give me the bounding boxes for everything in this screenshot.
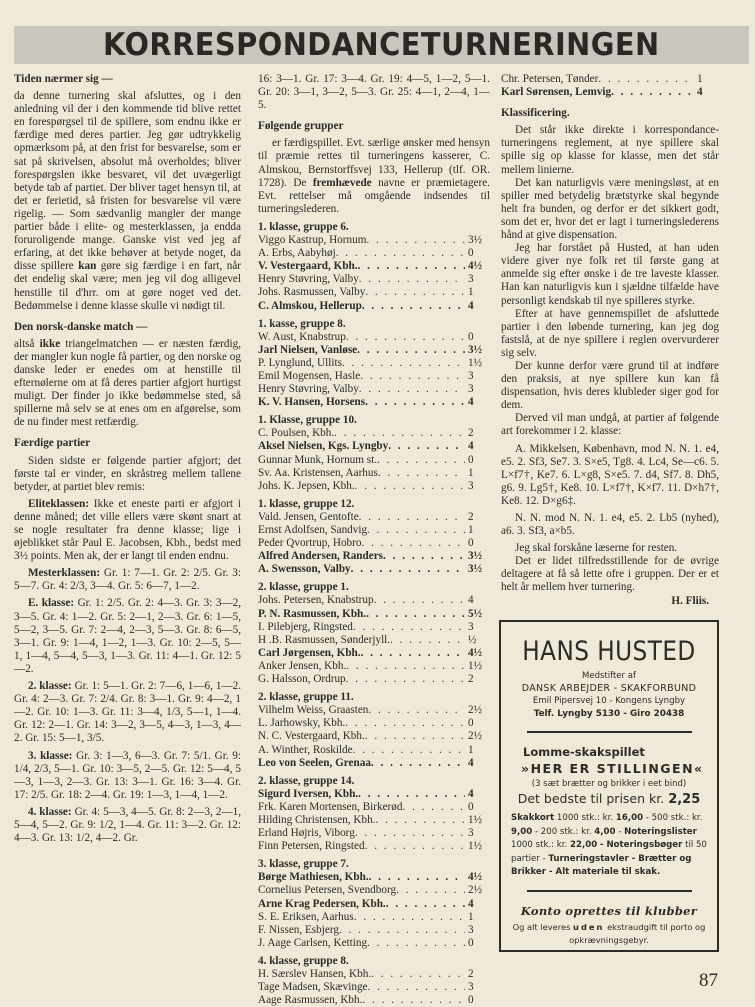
player-score: 2 xyxy=(468,510,474,523)
paragraph: Jeg har forstået på Husted, at han uden videre giver nye folk ret til første gang at anmelde sig efter ønske i de tre laveste klasser. Han kan naturligvis kun i sjældne tilfælde have personligt kendskab til nye spilleres styrke. xyxy=(501,242,719,307)
ad-brand: HANS HUSTED xyxy=(522,636,696,667)
group-title: 1. kasse, gruppe 8. xyxy=(258,317,346,330)
paragraph: Siden sidste er følgende partier afgjort; det første tal er vinder, en skråstreg mellem tallene betyder, at partiet blev remis: xyxy=(14,454,241,493)
player-score: 2 xyxy=(468,673,474,686)
game-notation-1: A. Mikkelsen, København, mod N. N. 1. e4, e5. 2. Sf3, Se7. 3. S×e5, Tg8. 4. Lc4, Se—c6. 5. L×f7†, Ke7. 6. L×g8, S×e5. 7. d4, Sf7. 8. Dh5, g6. 9. Lg5†, Ke8. 10. L×f7†, K×f7. 11. D×h7†, Ke8. 12. D×g6‡. xyxy=(501,442,719,507)
title-banner xyxy=(14,26,749,64)
result-row xyxy=(258,396,490,409)
results-continued xyxy=(501,73,719,99)
result-row xyxy=(258,260,490,273)
group-title: 2. klasse, gruppe 11. xyxy=(258,691,354,704)
player-name: K. V. Hansen, Horsens xyxy=(258,396,366,409)
player-score: 0 xyxy=(468,994,474,1007)
ad-product-name: Lomme-skakspillet xyxy=(523,745,645,759)
result-row xyxy=(258,911,490,924)
player-name: W. Aust, Knabstrup xyxy=(258,330,346,343)
group-title: 1. klasse, gruppe 6. xyxy=(258,220,349,233)
leader-dots xyxy=(377,454,465,467)
result-row xyxy=(258,286,490,299)
ad-line: DANSK ARBEJDER - SKAKFORBUND xyxy=(521,683,697,694)
player-name: C. Almskou, Hellerup xyxy=(258,299,362,312)
player-name: Henry Støvring, Valby xyxy=(258,273,359,286)
page-number: 87 xyxy=(699,970,718,991)
player-score: 4 xyxy=(468,756,474,769)
player-name: I. Pilebjerg, Ringsted xyxy=(258,620,353,633)
leader-dots xyxy=(358,788,465,801)
ad-footer: Og alt leveres uden ekstraudgift til porto og opkrævningsgebyr. xyxy=(512,921,706,945)
player-name: Karl Sørensen, Lemvig xyxy=(501,86,612,99)
ad-product-title: »HER ER STILLINGEN« xyxy=(521,761,704,776)
result-row xyxy=(258,871,490,884)
paragraph: da denne turnering skal afsluttes, og i den anledning vil der i den kommende tid blive rettet en forespørgsel til de spillere, som endnu ikke er færdige med deres partier. Jeg gør udtrykkelig opmærksom på, at den frist for besvarelse, som er sat på skrivelsen, absolut må overholdes; bliver forespørgslen ikke besvaret, vil det uvægerligt betyde tab af partiet. Der bliver taget hensyn til, at det er ferietid, så fristen for besvarelse vil være rigelig. — Som sædvanlig mangler der mange partier både i elite- og mesterklassen, ja endda foruroligende mange. Ganske vist ved jeg af erfaring, at det ikke behøver at betyde noget, da disse spillere kan gøre sig færdige i en fart, når det endelig skal være; men jeg vil dog alligevel henstille til d'hrr. om at gøre noget ved det. Bedømmelse i denne klasse skulle vi nødigt til. xyxy=(14,90,242,312)
player-name: Alfred Andersen, Randers xyxy=(258,550,384,563)
leader-dots xyxy=(611,86,694,99)
result-row xyxy=(258,524,490,537)
player-score: 2 xyxy=(468,968,474,980)
leader-dots xyxy=(361,647,465,660)
player-name: Peder Qvortrup, Hobro xyxy=(258,537,362,550)
paragraph: Det står ikke direkte i korrespondance-turneringens reglement, at nye spillere skal spille sig op klasse for klasse, men det står mellem linierne. xyxy=(501,124,719,176)
leader-dots xyxy=(365,730,465,743)
result-row xyxy=(258,370,490,383)
ad-product-note: (3 sæt brætter og brikker i eet bind) xyxy=(531,779,687,789)
result-row xyxy=(258,884,490,897)
group-title: 2. klasse, gruppe 1. xyxy=(258,581,349,594)
player-name: A. Swensson, Valby xyxy=(258,563,351,576)
player-score: 1½ xyxy=(468,659,482,672)
leader-dots xyxy=(374,594,465,607)
player-score: 4½ xyxy=(468,646,482,659)
leader-dots xyxy=(371,757,465,770)
group-title: 2. klasse, gruppe 14. xyxy=(258,774,355,787)
result-row xyxy=(501,73,719,86)
section-heading: Den norsk-danske match — xyxy=(14,320,148,333)
player-score: 1 xyxy=(468,743,474,756)
leader-dots xyxy=(346,673,465,686)
result-row xyxy=(258,730,490,743)
result-row xyxy=(258,744,490,757)
player-name: A. Erbs, Aabyhøj xyxy=(258,247,336,260)
paragraph-mester: Mesterklassen: Gr. 1: 7—1. Gr. 2: 2/5. Gr. 3: 5—7. Gr. 4: 2/3, 3—4. Gr. 5: 6—7, 1—2. xyxy=(14,567,241,593)
player-name: Emil Mogensen, Hasle xyxy=(258,369,361,382)
result-row xyxy=(258,467,490,480)
leader-dots xyxy=(378,467,465,480)
leader-dots xyxy=(359,511,465,524)
player-score: 0 xyxy=(468,247,474,260)
paragraph: Der kunne derfor være grund til at indføre den praksis, at nye spillere kun kan få dispensation, hvis deres klubleder siger god for dem. xyxy=(501,359,719,412)
group-title: 3. klasse, gruppe 7. xyxy=(258,858,349,871)
player-name: Erland Højris, Viborg xyxy=(258,827,355,840)
player-score: 3½ xyxy=(468,550,482,563)
player-score: 2½ xyxy=(468,730,482,743)
player-score: 0 xyxy=(468,800,474,813)
leader-dots xyxy=(388,440,465,453)
leader-dots xyxy=(355,827,465,840)
player-name: Finn Petersen, Ringsted xyxy=(258,840,365,853)
result-row xyxy=(258,357,490,370)
section-heading: Klassificering. xyxy=(501,107,570,120)
player-score: 3½ xyxy=(468,234,482,247)
author-signature: H. Fliis. xyxy=(671,594,709,607)
player-name: Frk. Karen Mortensen, Birkerød xyxy=(258,800,403,813)
player-score: 3 xyxy=(468,383,474,396)
result-row xyxy=(258,994,490,1007)
result-row xyxy=(258,937,490,950)
player-score: 4 xyxy=(468,440,474,453)
player-score: 5½ xyxy=(468,607,482,620)
leader-dots xyxy=(355,480,465,493)
player-score: 4 xyxy=(468,594,474,607)
leader-dots xyxy=(359,383,465,396)
ad-price-list: Skakkort 1000 stk.: kr. 16,00 - 500 stk.: kr. 9,00 - 200 stk.: kr. 4,00 - Noteringslister 1000 stk.: kr. 22,00 - Noteringsbøger til 50 partier - Turneringstavler - Brætter og Brikker - Alt materiale til skak. xyxy=(511,813,707,877)
result-row xyxy=(258,563,490,576)
leader-dots xyxy=(362,994,465,1007)
ad-line: Medstifter af xyxy=(582,671,636,681)
player-name: L. Jarhowsky, Kbh. xyxy=(258,717,346,730)
result-row xyxy=(258,840,490,853)
player-name: Tage Madsen, Skævinge xyxy=(258,981,368,994)
player-score: 0 xyxy=(468,936,474,949)
result-row xyxy=(258,717,490,730)
paragraph-2-klasse: 2. klasse: Gr. 1: 5—1. Gr. 2: 7—6, 1—6, 1—2. Gr. 4: 2—3. Gr. 7: 2/4. Gr. 8: 3—1. Gr. 9: 4—2, 1—2. Gr. 10: 1—3. Gr. 11: 3—4, 1/3, 5—1, 1—4. Gr. 12: 2—1. Gr. 14: 3—2, 3—5, 4—3, 1—3, 4—2. Gr. 15: 5—1, 3/5. xyxy=(14,680,242,745)
leader-dots xyxy=(346,660,465,673)
result-row xyxy=(258,537,490,550)
leader-dots xyxy=(362,300,465,313)
player-score: 3 xyxy=(468,369,474,382)
player-score: 1 xyxy=(468,524,474,536)
player-name: J. Aage Carlsen, Ketting xyxy=(258,936,368,949)
result-row xyxy=(258,981,490,994)
player-name: Jarl Nielsen, Vanløse xyxy=(258,343,358,356)
player-name: Johs. Rasmussen, Valby xyxy=(258,286,366,299)
result-row xyxy=(258,273,490,286)
result-row xyxy=(258,594,490,607)
leader-dots xyxy=(353,621,465,634)
leader-dots xyxy=(351,563,465,576)
leader-dots xyxy=(367,524,465,537)
result-row xyxy=(258,480,490,493)
player-score: 2½ xyxy=(468,884,482,897)
result-row xyxy=(258,757,490,770)
player-name: Leo von Seelen, Grenaa xyxy=(258,756,371,769)
player-name: Børge Mathiesen, Kbh. xyxy=(258,871,369,884)
result-row xyxy=(258,331,490,344)
paragraph: Det kan naturligvis være meningsløst, at en spiller med betydelig brætstyrke skal begynde helt fra bunden, og derfor er det sikkert godt, som det er, hvor det er lagt i turneringslederens hånd at give dispensation. xyxy=(501,176,719,242)
player-name: Vald. Jensen, Gentofte xyxy=(258,510,359,523)
section-heading: Tiden nærmer sig — xyxy=(14,73,113,85)
player-name: N. C. Vestergaard, Kbh. xyxy=(258,730,365,743)
result-row xyxy=(258,550,490,563)
player-name: V. Vestergaard, Kbh. xyxy=(258,260,358,273)
player-name: F. Nissen, Esbjerg xyxy=(258,923,339,936)
player-name: Aage Rasmussen, Kbh. xyxy=(258,994,363,1007)
paragraph: Efter at have gennemspillet de afsluttede partier i den løbende turnering, kan jeg dog fastslå, at de nye spillere i reglen overvurderer sig selv. xyxy=(501,307,719,359)
leader-dots xyxy=(359,273,465,286)
player-name: P. Lynglund, Ullits xyxy=(258,356,342,369)
player-score: 4 xyxy=(468,396,474,409)
result-row xyxy=(258,383,490,396)
player-score: 4½ xyxy=(468,871,482,884)
leader-dots xyxy=(361,537,465,550)
player-name: P. N. Rasmussen, Kbh. xyxy=(258,607,367,620)
leader-dots xyxy=(365,286,465,299)
player-name: Vilhelm Weiss, Graasten xyxy=(258,704,369,717)
result-row xyxy=(258,924,490,937)
player-name: Ernst Adolfsen, Sandvig xyxy=(258,524,368,536)
column-3 xyxy=(501,73,719,608)
leader-dots xyxy=(354,911,465,924)
player-score: 0 xyxy=(468,453,474,466)
result-row xyxy=(258,660,490,673)
result-row xyxy=(258,647,490,660)
group-title: 1. klasse, gruppe 12. xyxy=(258,497,355,510)
player-name: H. Særslev Hansen, Kbh. xyxy=(258,968,372,980)
player-score: 1 xyxy=(468,466,474,479)
player-name: Henry Støvring, Valby xyxy=(258,383,359,396)
leader-dots xyxy=(371,968,465,981)
leader-dots xyxy=(336,247,465,260)
leader-dots xyxy=(383,550,465,563)
result-row xyxy=(258,300,490,313)
player-score: ½ xyxy=(468,633,477,646)
ad-divider xyxy=(527,731,692,733)
player-name: Viggo Kastrup, Hornum xyxy=(258,234,367,247)
result-row xyxy=(258,454,490,467)
leader-dots xyxy=(375,814,465,827)
player-score: 4 xyxy=(468,299,474,312)
player-name: Arne Krag Pedersen, Kbh. xyxy=(258,897,386,910)
leader-dots xyxy=(334,427,465,440)
player-score: 1 xyxy=(468,910,474,923)
leader-dots xyxy=(367,937,465,950)
results-groups xyxy=(258,221,490,1007)
player-score: 4½ xyxy=(468,260,482,273)
player-score: 4 xyxy=(468,787,474,800)
leader-dots xyxy=(365,840,465,853)
result-row xyxy=(258,814,490,827)
player-name: Johs. K. Jepsen, Kbh. xyxy=(258,479,355,492)
signature-line xyxy=(501,595,719,608)
result-row xyxy=(258,247,490,260)
result-row xyxy=(258,440,490,453)
player-score: 0 xyxy=(468,330,474,343)
player-name: Aksel Nielsen, Kgs. Lyngby xyxy=(258,440,389,453)
leader-dots xyxy=(402,801,465,814)
leader-dots xyxy=(396,884,465,897)
player-name: G. Halsson, Ordrup xyxy=(258,673,346,686)
result-row xyxy=(258,427,490,440)
player-score: 0 xyxy=(468,717,474,730)
player-score: 1 xyxy=(468,286,474,299)
player-name: Sigurd Iversen, Kbh. xyxy=(258,787,359,800)
article-paragraphs xyxy=(501,124,719,438)
player-name: H .B. Rasmussen, Sønderjyll. xyxy=(258,633,391,646)
player-name: Gunnar Munk, Hornum st. xyxy=(258,453,378,466)
paragraph: er færdigspillet. Evt. særlige ønsker med hensyn til præmie rettes til turneringens kasserer, C. Almskou, Bernstorffsvej 133, Hellerup (tlf. OR. 1728). De fremhævede navne er præmietagere. Evt. rettelser må omgående indsendes til turneringslederen. xyxy=(258,137,491,215)
result-row xyxy=(258,968,490,981)
leader-dots xyxy=(368,981,465,994)
player-score: 2 xyxy=(468,427,474,440)
player-score: 3 xyxy=(468,479,474,492)
leader-dots xyxy=(345,717,465,730)
player-score: 1½ xyxy=(468,813,482,826)
leader-dots xyxy=(339,924,465,937)
paragraph: altså ikke triangelmatchen — er næsten færdig, der mangler kun nogle få partier, og den norske og danske leder er enedes om at henstille til efternølerne om at få deres partier afgjort hurtigst muligt. Der finder jo ikke bedømmelse sted, så spillerne må selv se at enes om en afgørelse, som de nu finder mest retfærdig. xyxy=(14,337,241,429)
leader-dots xyxy=(366,608,465,621)
leader-dots xyxy=(366,234,465,247)
result-row xyxy=(258,898,490,911)
result-row xyxy=(258,608,490,621)
result-row xyxy=(258,704,490,717)
player-name: Chr. Petersen, Tønder xyxy=(501,73,599,85)
player-score: 3½ xyxy=(468,343,482,356)
leader-dots xyxy=(353,744,465,757)
player-name: Sv. Aa. Kristensen, Aarhus xyxy=(258,466,378,479)
player-name: C. Poulsen, Kbh. xyxy=(258,427,335,440)
leader-dots xyxy=(342,357,465,370)
leader-dots xyxy=(390,634,465,647)
column-2 xyxy=(258,73,490,1007)
leader-dots xyxy=(360,370,465,383)
section-heading: Færdige partier xyxy=(14,437,91,450)
player-name: Carl Jørgensen, Kbh. xyxy=(258,646,361,659)
player-name: Johs. Petersen, Knabstrup xyxy=(258,594,374,607)
leader-dots xyxy=(369,871,465,884)
player-score: 1½ xyxy=(468,356,482,369)
ad-divider xyxy=(527,890,692,892)
paragraph: Derved vil man undgå, at partier af følgende art forekommer i 2. klasse: xyxy=(501,412,719,438)
player-score: 3 xyxy=(468,273,474,286)
ad-price: Det bedste til prisen kr. 2,25 xyxy=(517,791,701,807)
result-row xyxy=(258,788,490,801)
player-score: 1 xyxy=(697,73,703,85)
result-row xyxy=(258,801,490,814)
paragraph-3-klasse: 3. klasse: Gr. 3: 1—3, 6—3. Gr. 7: 5/1. Gr. 9: 1/4, 2/3, 5—1. Gr. 10: 3—5, 2—5. Gr. 12: 5—4, 5—3, 1—3, 2—3. Gr. 13: 3—1. Gr. 16: 3—4. Gr. 17: 2/5. Gr. 18: 2—4. Gr. 19: 1—3, 1—4, 1—2. xyxy=(14,749,242,801)
leader-dots xyxy=(386,898,465,911)
player-score: 3 xyxy=(468,827,474,840)
player-score: 3 xyxy=(468,981,474,994)
game-notation-2: N. N. mod N. N. 1. e4, e5. 2. Lb5 (nyhed), a6. 3. Sf3, a×b5. xyxy=(501,512,719,538)
player-score: 1½ xyxy=(468,840,482,853)
result-row xyxy=(258,344,490,357)
player-score: 0 xyxy=(468,537,474,550)
page-title: KORRESPONDANCETURNERINGEN xyxy=(103,27,660,63)
player-name: A. Winther, Roskilde xyxy=(258,743,353,756)
player-name: Cornelius Petersen, Svendborg xyxy=(258,884,397,897)
player-score: 3 xyxy=(468,923,474,936)
leader-dots xyxy=(358,260,465,273)
player-name: S. E. Eriksen, Aarhus xyxy=(258,910,354,923)
paragraph: Jeg skal forskåne læserne for resten. xyxy=(515,542,678,555)
group-title: 4. klasse, gruppe 8. xyxy=(258,954,349,967)
player-score: 2½ xyxy=(468,704,482,717)
player-score: 3½ xyxy=(468,563,482,576)
paragraph-4-klasse: 4. klasse: Gr. 4: 5—3, 4—5. Gr. 8: 2—3, 2—1, 5—4, 5—2. Gr. 9: 1/2, 1—4. Gr. 11: 3—2. Gr. 12: 4—3. Gr. 13: 1/2, 4—2. Gr. xyxy=(14,805,242,845)
player-score: 3 xyxy=(468,620,474,633)
paragraph-elite: Eliteklassen: Ikke et eneste parti er afgjort i denne måned; det ville ellers være skønt snart at se nogle resultater fra denne klasse; lige i øjeblikket står Paul E. Jacobsen, Kbh., bedst med 3½ points. Men ak, der er langt til enden endnu. xyxy=(14,497,242,563)
ad-address: Emil Pipersvej 10 - Kongens Lyngby xyxy=(532,696,686,706)
paragraph: Det er lidet tilfredsstillende for de øvrige deltagere at få så lette ofre i gruppen. Der er et helt år mellem hver turnering. xyxy=(501,555,719,594)
ad-phone: Telf. Lyngby 5130 - Giro 20438 xyxy=(533,709,685,719)
leader-dots xyxy=(357,344,465,357)
section-heading: Følgende grupper xyxy=(258,120,344,133)
ad-konto: Konto oprettes til klubber xyxy=(520,903,698,918)
paragraph-e-klasse: E. klasse: Gr. 1: 2/5. Gr. 2: 4—3. Gr. 3: 3—2, 3—5. Gr. 4: 1—2. Gr. 5: 2—1, 2—3. Gr. 6: 1—5, 5—2, 3—5. Gr. 7: 2—4, 2—3, 5—3. Gr. 8: 6—5, 3—1. Gr. 9: 1—4, 1—2, 1—3. Gr. 10: 2—5, 5—1, 1—4, 5—4, 5—3, 1—3. Gr. 11: 4—1. Gr. 12: 5—2. xyxy=(14,597,241,675)
result-row xyxy=(258,234,490,247)
player-name: Hilding Christensen, Kbh. xyxy=(258,813,376,826)
advertisement-box xyxy=(499,620,719,952)
paragraph-continued: 16: 3—1. Gr. 17: 3—4. Gr. 19: 4—5, 1—2, 5—1. Gr. 20: 3—1, 3—2, 5—3. Gr. 25: 4—1, 2—4, 1—5. xyxy=(258,73,490,112)
column-1 xyxy=(14,73,241,845)
player-score: 4 xyxy=(697,86,703,99)
result-row xyxy=(258,827,490,840)
leader-dots xyxy=(365,396,465,409)
result-row xyxy=(258,511,490,524)
result-row xyxy=(258,621,490,634)
group-title: 1. Klasse, gruppe 10. xyxy=(258,414,357,427)
player-name: Anker Jensen, Kbh. xyxy=(258,659,347,672)
result-row xyxy=(258,673,490,686)
leader-dots xyxy=(368,704,465,717)
leader-dots xyxy=(346,331,465,344)
leader-dots xyxy=(598,73,694,86)
player-score: 4 xyxy=(468,897,474,910)
result-row xyxy=(258,634,490,647)
result-row xyxy=(501,86,719,99)
